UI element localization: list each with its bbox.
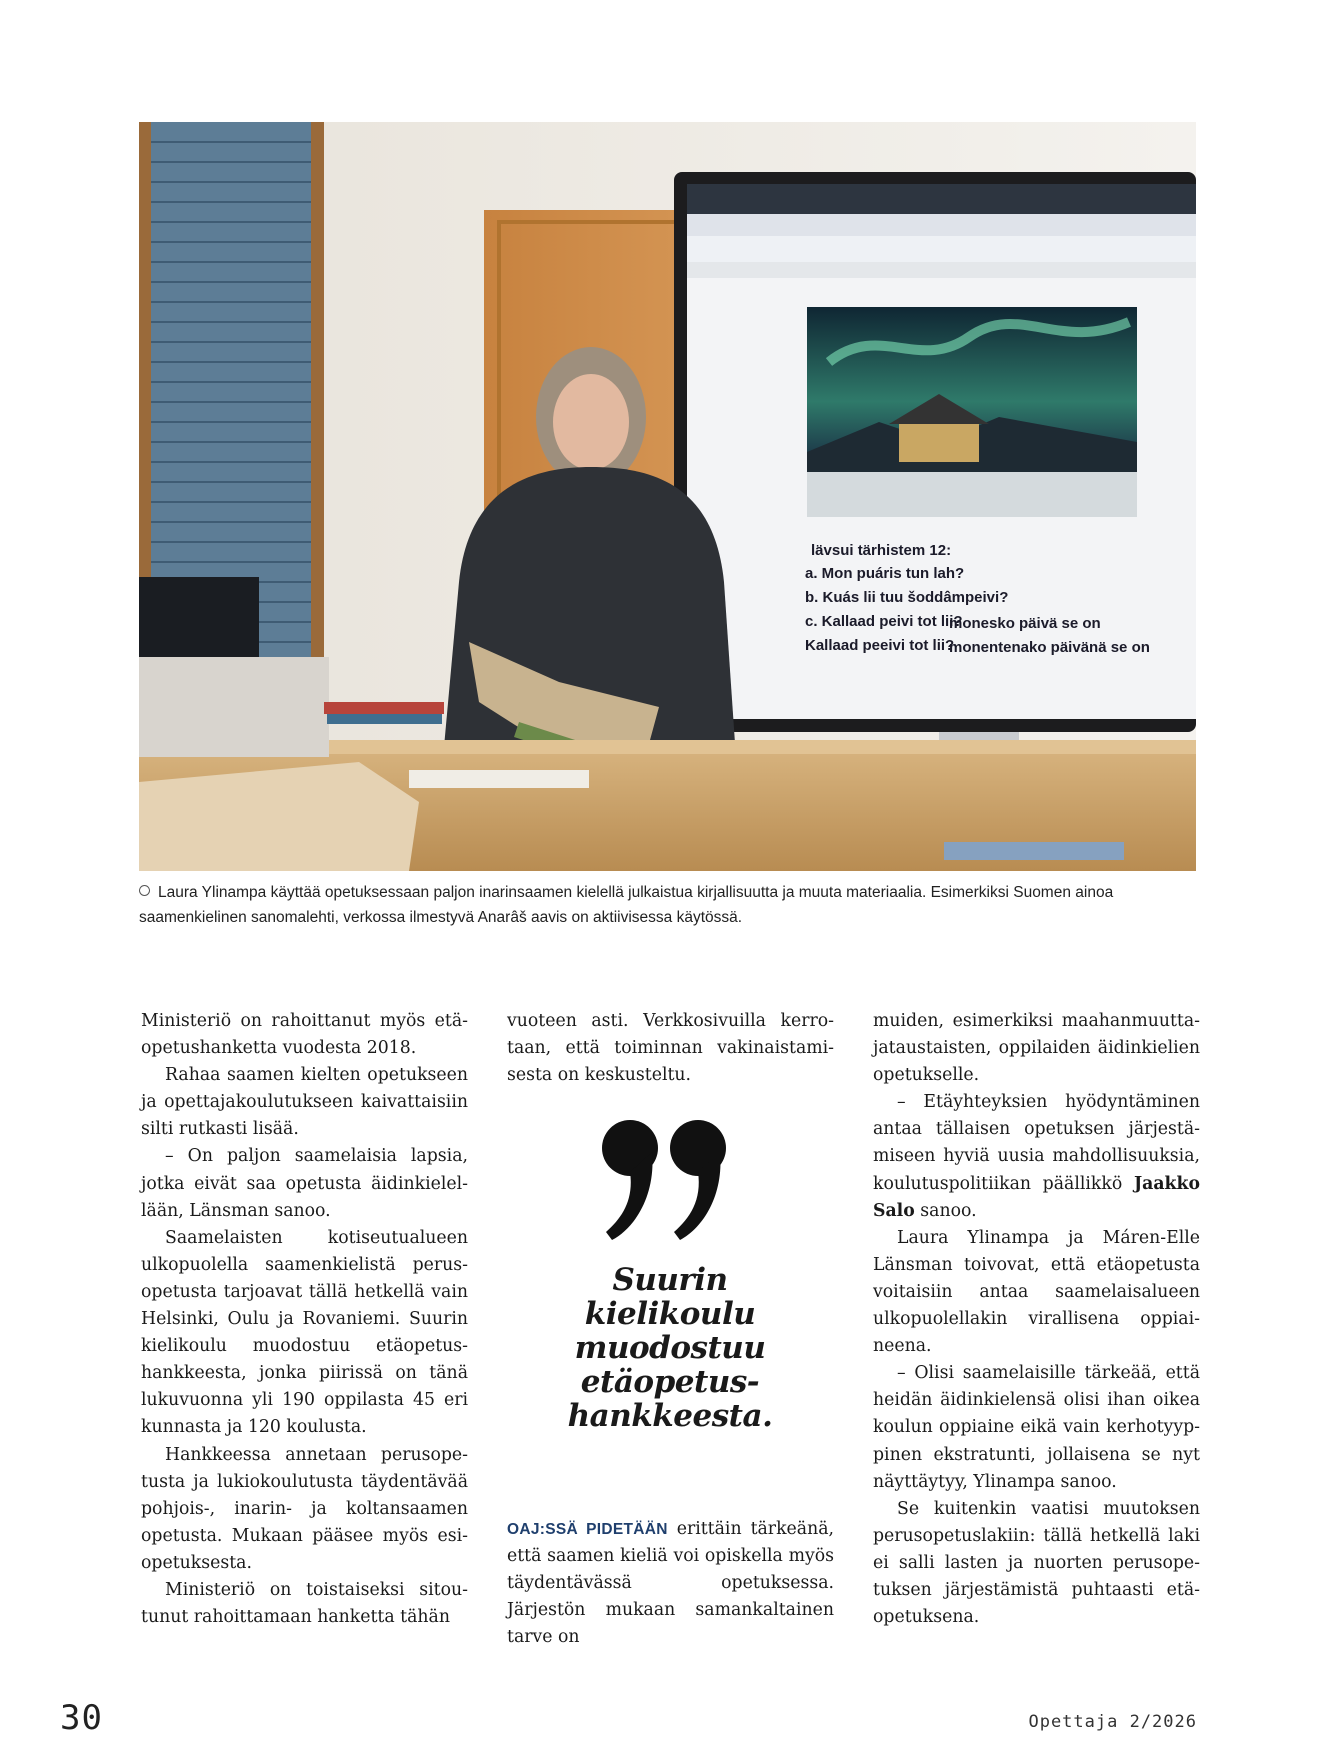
classroom-photo-illustration <box>139 122 1196 871</box>
screen-translation: monentenako päivänä se on <box>949 639 1150 656</box>
paragraph-text: erittäin tärkeänä, että saamen kieliä voi opiskella myös täydentävässä opetuksessa. Järjestön mukaan samankaltainen tarve on <box>507 1519 834 1648</box>
screen-line: c. Kallaad peivi tot lii? <box>805 613 963 630</box>
article-column-3 <box>873 1008 1200 1631</box>
pull-quote-line: etäopetus- <box>580 1364 760 1400</box>
paragraph: Ministeriö on toistaiseksi sitoutunut rahoittamaan hanketta tähän <box>141 1579 468 1628</box>
paragraph: vuoteen asti. Verkkosivuilla kerrotaan, että toiminnan vakinaistamisesta on keskusteltu. <box>507 1011 834 1086</box>
section-kicker: OAJ:SSÄ PIDETÄÄN <box>507 1521 668 1538</box>
pull-quote-line: muodostuu <box>574 1330 766 1366</box>
paragraph <box>507 1516 834 1651</box>
article-column-2 <box>507 1008 834 1089</box>
paragraph-text: sanoo. <box>914 1200 977 1221</box>
paragraph: Laura Ylinampa ja Máren-Elle Länsman toivovat, että etäopetusta voitaisiin antaa saamelaisalueen ulkopuolellakin virallisena oppiaineena. <box>873 1227 1200 1357</box>
paragraph: – On paljon saamelaisia lapsia, jotka eivät saa opetusta äidinkielellään, Länsman sanoo. <box>141 1146 468 1221</box>
article-photo <box>139 122 1196 871</box>
caption-bullet-icon <box>139 885 150 896</box>
article-column-1 <box>141 1008 468 1631</box>
screen-translation: monesko päivä se on <box>949 615 1101 632</box>
paragraph: Rahaa saamen kielten opetukseen ja opettajakoulutukseen kaivattaisiin silti rutkasti lisää. <box>141 1065 468 1140</box>
pull-quote-line: Suurin <box>612 1262 728 1298</box>
paragraph: Ministeriö on rahoittanut myös etäopetushanketta vuodesta 2018. <box>141 1011 468 1059</box>
photo-caption <box>139 880 1199 930</box>
paragraph: muiden, esimerkiksi maahanmuuttajataustaisten, oppilaiden äidinkielien opetukselle. <box>873 1011 1200 1086</box>
paragraph: Hankkeessa annetaan perusopetusta ja lukiokoulutusta täydentävää pohjois-, inarin- ja koltansaamen opetusta. Mukaan pääsee myös esiopetuksesta. <box>141 1444 468 1573</box>
page-number: 30 <box>60 1698 103 1738</box>
paragraph: Saamelaisten kotiseutualueen ulkopuolella saamenkielistä perusopetusta tarjoavat tällä hetkellä vain Helsinki, Oulu ja Rovaniemi. Suurin kielikoulu muodostuu etäopetushankkeesta, jonka piirissä on tänä lukuvuonna yli 190 oppilasta 45 eri kunnasta ja 120 koulusta. <box>141 1227 468 1438</box>
pull-quote <box>545 1263 795 1433</box>
pull-quote-line: hankkeesta. <box>567 1398 773 1434</box>
screen-line: a. Mon puáris tun lah? <box>805 565 965 582</box>
quotation-mark-icon <box>600 1100 740 1250</box>
screen-heading: lävsui tärhistem 12: <box>811 542 952 559</box>
issue-label: Opettaja 2/2026 <box>1028 1712 1197 1732</box>
paragraph: – Olisi saamelaisille tärkeää, että heidän äidinkielensä olisi ihan oikea koulun oppiaine eikä vain kerhotyyppinen ekstratunti, jollaisena se nyt näyttäytyy, Ylinampa sanoo. <box>873 1363 1200 1492</box>
person-name: Jaakko Salo <box>873 1173 1200 1221</box>
paragraph-text: – Etäyhteyksien hyödyntäminen antaa tällaisen opetuksen järjestämiseen hyviä uusia mahdollisuuksia, koulutuspolitiikan päällikkö <box>873 1092 1200 1194</box>
article-column-2-bottom <box>507 1516 834 1651</box>
caption-text: Laura Ylinampa käyttää opetuksessaan paljon inarinsaamen kielellä julkaistua kirjallisuutta ja muuta materiaalia. Esimerkiksi Suomen ainoa saamenkielinen sanomalehti, verkossa ilmestyvä Anarâš aavis on aktiivisessa käytössä. <box>139 884 1114 926</box>
paragraph <box>873 1089 1200 1224</box>
paragraph: Se kuitenkin vaatisi muutoksen perusopetuslakiin: tällä hetkellä laki ei salli lasten ja nuorten perusopetuksen järjestämistä puhtaasti etäopetuksena. <box>873 1498 1200 1628</box>
screen-line: b. Kuás lii tuu šoddâmpeivi? <box>805 589 1009 606</box>
pull-quote-line: kielikoulu <box>584 1296 756 1332</box>
screen-line: Kallaad peeivi tot lii? <box>805 637 955 654</box>
